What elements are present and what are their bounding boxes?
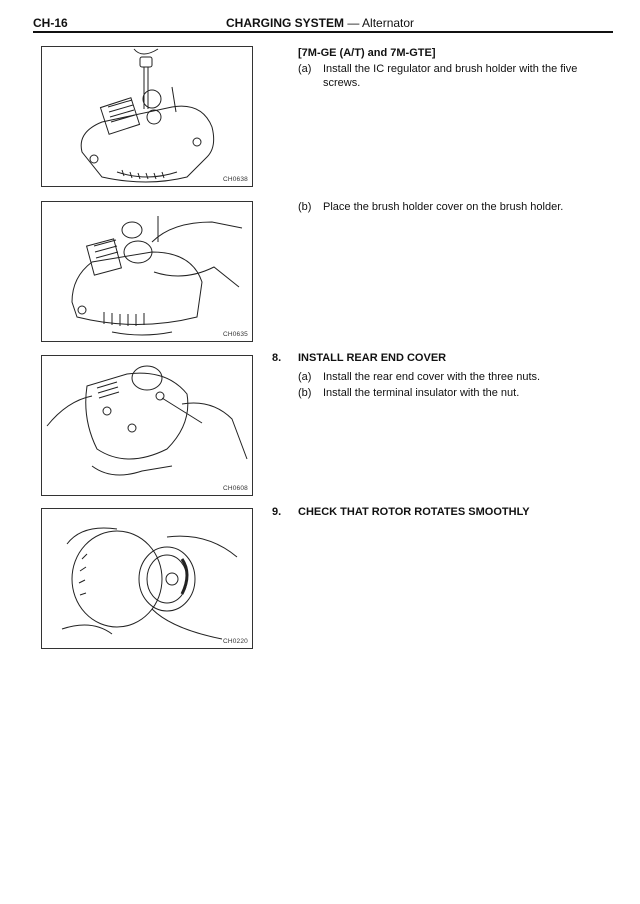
step-title: CHECK THAT ROTOR ROTATES SMOOTHLY	[298, 506, 530, 518]
variant-subheading: [7M-GE (A/T) and 7M-GTE]	[298, 47, 436, 59]
title-dash: —	[344, 16, 363, 30]
figure-ch0638	[41, 46, 253, 187]
item-key: (a)	[298, 371, 312, 383]
figure-ch0220	[41, 508, 253, 649]
figure-caption: CH0638	[222, 176, 248, 183]
step8-item-b	[298, 386, 618, 402]
step8-item-a	[298, 370, 618, 386]
item-key: (b)	[298, 201, 312, 213]
subsection-name: Alternator	[362, 16, 415, 30]
step-number: 8.	[272, 352, 282, 364]
step7-item-b	[298, 200, 618, 216]
header-rule	[33, 31, 613, 33]
item-text: Place the brush holder cover on the brush holder.	[323, 201, 564, 213]
item-key: (b)	[298, 387, 312, 399]
figure-caption: CH0220	[222, 638, 248, 645]
step-number: 9.	[272, 506, 282, 518]
item-text: Install the rear end cover with the three nuts.	[323, 371, 541, 383]
figure-caption: CH0608	[222, 485, 248, 492]
section-title	[226, 16, 414, 30]
figure-ch0635	[41, 201, 253, 342]
step7-item-a	[298, 62, 618, 92]
alternator-regulator-illustration	[42, 47, 252, 186]
item-key: (a)	[298, 63, 312, 75]
page-header	[33, 16, 613, 32]
rear-end-cover-illustration	[42, 356, 252, 495]
step8-heading	[272, 352, 612, 366]
section-name: CHARGING SYSTEM	[226, 16, 345, 30]
step-title: INSTALL REAR END COVER	[298, 352, 447, 364]
page-code: CH-16	[33, 16, 68, 30]
step9-heading	[272, 506, 612, 520]
brush-holder-cover-illustration	[42, 202, 252, 341]
figure-caption: CH0635	[222, 331, 248, 338]
item-text: Install the IC regulator and brush holder with the five screws.	[323, 63, 578, 89]
figure-ch0608	[41, 355, 253, 496]
item-text: Install the terminal insulator with the nut.	[323, 387, 520, 399]
rotor-rotation-illustration	[42, 509, 252, 648]
